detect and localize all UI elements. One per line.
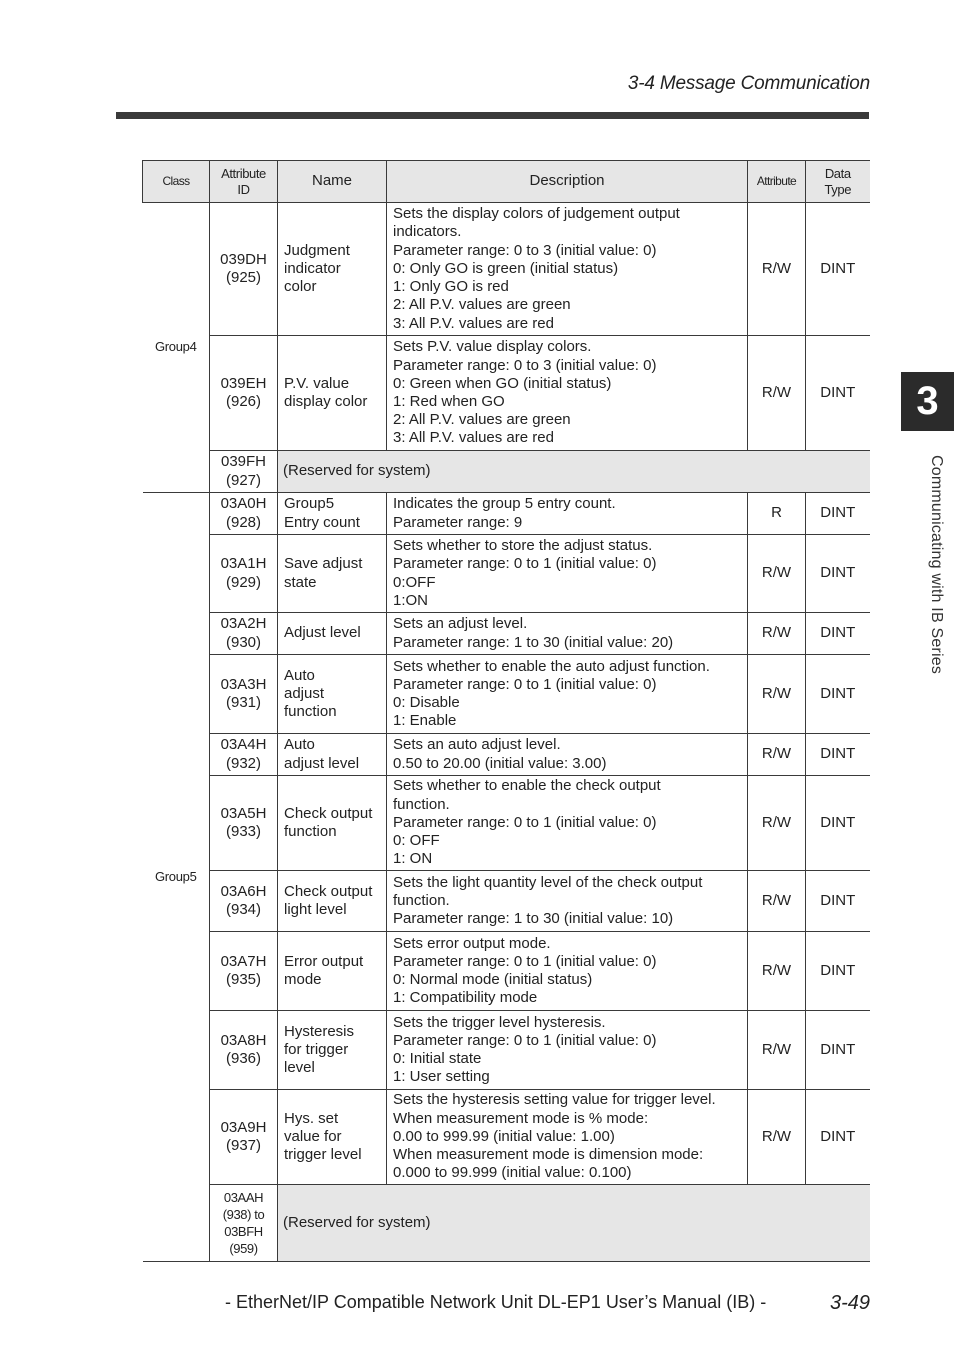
data-type-cell: DINT [806,871,870,932]
data-type-cell: DINT [806,1090,870,1185]
table-row-reserved [143,1185,870,1262]
data-type-cell: DINT [806,734,870,776]
table-row-reserved [143,451,870,493]
header-description: Description [387,161,748,203]
description-cell: Sets error output mode. Parameter range: 0 to 1 (initial value: 0) 0: Normal mode (initial status) 1: Compatibility mode [387,932,748,1011]
attribute-id-cell: 03A5H (933) [210,776,278,871]
description-cell: Sets whether to enable the auto adjust function. Parameter range: 0 to 1 (initial value: 0) 0: Disable 1: Enable [387,655,748,734]
attribute-id-cell: 03A8H (936) [210,1011,278,1090]
table-row [143,336,870,451]
group-class-cell: Group5 [143,493,210,1262]
table-row [143,1011,870,1090]
description-cell: Sets P.V. value display colors. Parameter range: 0 to 3 (initial value: 0) 0: Green when GO (initial status) 1: Red when GO 2: All P.V. values are green 3: All P.V. values are red [387,336,748,451]
description-cell: Sets the display colors of judgement output indicators. Parameter range: 0 to 3 (initial value: 0) 0: Only GO is green (initial status) 1: Only GO is red 2: All P.V. values are green 3: All P.V. values are red [387,203,748,336]
attribute-id-cell: 039DH (925) [210,203,278,336]
description-cell: Sets the light quantity level of the check output function. Parameter range: 1 to 30 (initial value: 10) [387,871,748,932]
header-data-type: Data Type [806,161,870,203]
data-type-cell: DINT [806,1011,870,1090]
attribute-cell: R/W [748,871,806,932]
attribute-id-cell: 03A6H (934) [210,871,278,932]
table-row [143,871,870,932]
data-type-cell: DINT [806,776,870,871]
header-class: Class [143,161,210,203]
name-cell: Group5 Entry count [278,493,387,535]
attribute-cell: R/W [748,535,806,613]
data-type-cell: DINT [806,932,870,1011]
reserved-cell: (Reserved for system) [278,1185,870,1262]
section-title: 3-4 Message Communication [627,73,870,94]
table-header-row [143,161,870,203]
data-type-cell: DINT [806,493,870,535]
table-row [143,1090,870,1185]
attribute-cell: R/W [748,655,806,734]
attribute-cell: R/W [748,1090,806,1185]
attribute-cell: R/W [748,1011,806,1090]
table-row [143,734,870,776]
attribute-cell: R/W [748,932,806,1011]
attribute-id-cell: 03A7H (935) [210,932,278,1011]
attribute-id-cell: 03A4H (932) [210,734,278,776]
description-cell: Sets the hysteresis setting value for trigger level. When measurement mode is % mode: 0.00 to 999.99 (initial value: 1.00) When measurement mode is dimension mode: 0.000 to 99.999 (initial value: 0.100) [387,1090,748,1185]
data-type-cell: DINT [806,613,870,655]
table-row [143,776,870,871]
name-cell: Adjust level [278,613,387,655]
attribute-id-cell: 039FH (927) [210,451,278,493]
name-cell: Judgment indicator color [278,203,387,336]
description-cell: Sets whether to enable the check output function. Parameter range: 0 to 1 (initial value: 0) 0: OFF 1: ON [387,776,748,871]
header-attribute: Attribute [748,161,806,203]
table-row [143,655,870,734]
footer-manual-title: - EtherNet/IP Compatible Network Unit DL-EP1 User’s Manual (IB) - [225,1292,767,1312]
attribute-id-cell: 03A2H (930) [210,613,278,655]
attribute-id-cell: 03A3H (931) [210,655,278,734]
reserved-cell: (Reserved for system) [278,451,870,493]
description-cell: Sets an adjust level. Parameter range: 1 to 30 (initial value: 20) [387,613,748,655]
header-rule [116,112,869,119]
attribute-cell: R [748,493,806,535]
attribute-id-cell: 03A9H (937) [210,1090,278,1185]
name-cell: P.V. value display color [278,336,387,451]
table-row [143,613,870,655]
attribute-cell: R/W [748,776,806,871]
description-cell: Indicates the group 5 entry count. Parameter range: 9 [387,493,748,535]
data-type-cell: DINT [806,535,870,613]
name-cell: Auto adjust function [278,655,387,734]
chapter-title: Communicating with IB Series [928,455,945,675]
data-type-cell: DINT [806,655,870,734]
table-row [143,535,870,613]
attribute-cell: R/W [748,613,806,655]
chapter-number-tab: 3 [901,372,954,431]
header-name: Name [278,161,387,203]
data-type-cell: DINT [806,203,870,336]
group-class-cell: Group4 [143,203,210,493]
page-number: 3-49 [829,1292,870,1314]
table-row [143,203,870,336]
header-attribute-id: Attribute ID [210,161,278,203]
attribute-id-cell: 039EH (926) [210,336,278,451]
attribute-cell: R/W [748,734,806,776]
name-cell: Error output mode [278,932,387,1011]
table-row [143,493,870,535]
description-cell: Sets whether to store the adjust status. Parameter range: 0 to 1 (initial value: 0) 0:OFF 1:ON [387,535,748,613]
description-cell: Sets the trigger level hysteresis. Parameter range: 0 to 1 (initial value: 0) 0: Initial state 1: User setting [387,1011,748,1090]
name-cell: Auto adjust level [278,734,387,776]
name-cell: Hys. set value for trigger level [278,1090,387,1185]
name-cell: Hysteresis for trigger level [278,1011,387,1090]
attribute-id-cell: 03AAH (938) to 03BFH (959) [210,1185,278,1262]
attribute-table [142,160,870,1262]
description-cell: Sets an auto adjust level. 0.50 to 20.00 (initial value: 3.00) [387,734,748,776]
name-cell: Check output function [278,776,387,871]
name-cell: Save adjust state [278,535,387,613]
attribute-id-cell: 03A0H (928) [210,493,278,535]
attribute-cell: R/W [748,203,806,336]
table-row [143,932,870,1011]
attribute-id-cell: 03A1H (929) [210,535,278,613]
attribute-cell: R/W [748,336,806,451]
data-type-cell: DINT [806,336,870,451]
name-cell: Check output light level [278,871,387,932]
